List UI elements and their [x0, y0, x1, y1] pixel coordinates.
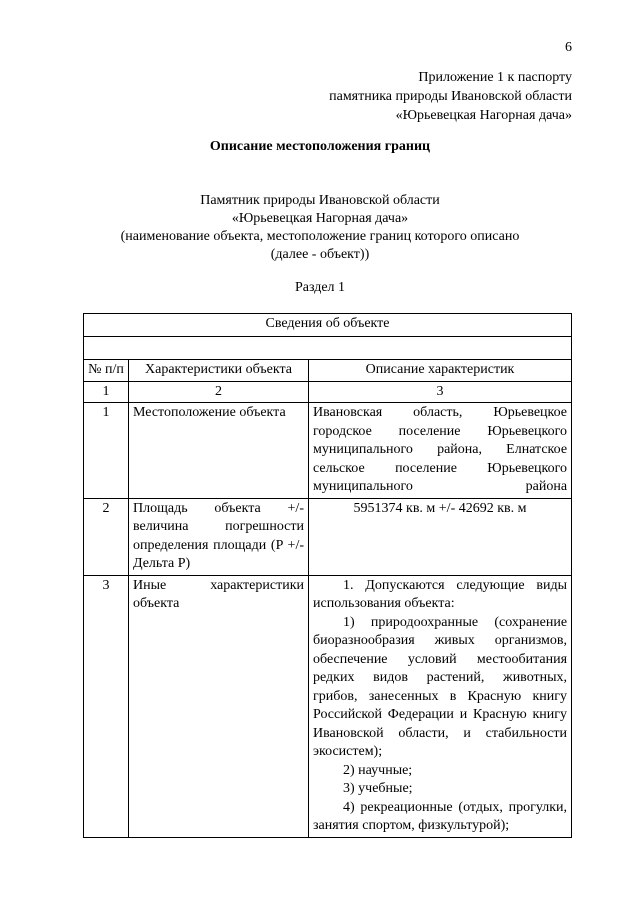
row-name: Местоположение объекта [129, 403, 309, 499]
description-paragraph-5: 4) рекреационные (отдых, прогулки, занятия спортом, физкультурой); [313, 799, 568, 833]
object-line-1: Памятник природы Ивановской области [200, 193, 440, 208]
row-num: 3 [84, 575, 129, 837]
description-paragraph-1: 1. Допускаются следующие виды использования объекта: [313, 577, 568, 611]
row-name: Иные характеристики объекта [129, 575, 309, 837]
row-name: Площадь объекта +/- величина погрешности определения площади (P +/- Дельта P) [129, 498, 309, 575]
object-line-4: (далее - объект)) [270, 247, 370, 262]
column-number-3: 3 [309, 381, 572, 403]
row-description: 5951374 кв. м +/- 42692 кв. м [309, 498, 572, 575]
table-row [84, 575, 572, 837]
object-info-table [83, 313, 572, 838]
table-caption: Сведения об объекте [84, 314, 572, 337]
appendix-line-3: «Юрьевецкая Нагорная дача» [395, 108, 572, 123]
header-num: № п/п [84, 360, 129, 382]
description-paragraph-2: 1) природоохранные (сохранение биоразнообразия живых организмов, обеспечение условий местообитания редких видов растений, животных, грибов, занесенных в Красную книгу Российской Федерации и Красную книгу Ивановской области, и стабильности экосистем); [313, 614, 568, 759]
column-number-1: 1 [84, 381, 129, 403]
section-title: Раздел 1 [294, 280, 346, 295]
table-caption-row [84, 314, 572, 337]
table-empty-cell [84, 337, 572, 360]
row-num: 2 [84, 498, 129, 575]
description-paragraph-4: 3) учебные; [343, 781, 413, 796]
header-description: Описание характеристик [309, 360, 572, 382]
row-description: Ивановская область, Юрьевецкое городское поселение Юрьевецкого муниципального района, Елнатское сельское поселение Юрьевецкого муниципального района [309, 403, 572, 499]
table-empty-row [84, 337, 572, 360]
object-line-2: «Юрьевецкая Нагорная дача» [231, 211, 409, 226]
description-paragraph-3: 2) научные; [343, 762, 413, 778]
object-line-3: (наименование объекта, местоположение границ которого описано [120, 229, 520, 244]
table-row [84, 403, 572, 499]
row-num: 1 [84, 403, 129, 499]
appendix-line-2: памятника природы Ивановской области [329, 89, 572, 104]
header-characteristics: Характеристики объекта [129, 360, 309, 382]
appendix-reference [212, 68, 572, 125]
document-title: Описание местоположения границ [209, 139, 431, 154]
row-description [309, 575, 572, 837]
appendix-line-1: Приложение 1 к паспорту [418, 70, 572, 85]
object-name-block [60, 192, 580, 264]
table-column-numbers-row [84, 381, 572, 403]
table-row [84, 498, 572, 575]
page-number: 6 [565, 40, 572, 55]
column-number-2: 2 [129, 381, 309, 403]
table-header-row [84, 360, 572, 382]
